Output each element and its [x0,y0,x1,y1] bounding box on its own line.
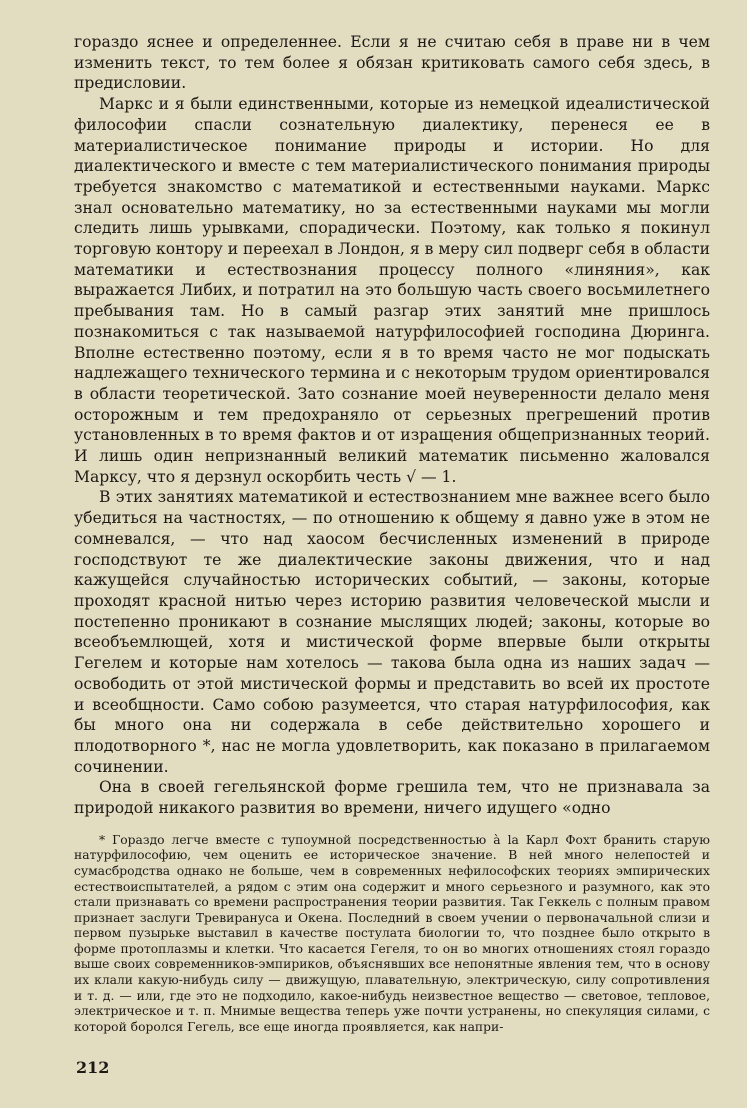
paragraph-continuation: гораздо яснее и определеннее. Если я не считаю себя в праве ни в чем изменить текст, то тем более я обязан критиковать самого себя здесь, в предисловии. [74,33,710,93]
paragraph: В этих занятиях математикой и естествознанием мне важнее всего было убедиться на частностях, — по отношению к общему я давно уже в этом не сомневался, — что над хаосом бесчисленных изменений в природе господствуют те же диалектические законы движения, что и над кажущейся случайностью исторических событий, — законы, которые проходят красной нитью через историю развития человеческой мысли и постепенно проникают в сознание мыслящих людей; законы, которые во всеобъемлющей, хотя и мистической форме впервые были открыты Гегелем и которые нам хотелось — такова была одна из наших задач — освободить от этой мистической формы и представить во всей их простоте и всеобщности. Само собою разумеется, что старая натурфилософия, как бы много она ни содержала в себе действительно хорошего и плодотворного *, нас не могла удовлетворить, как показано в прилагаемом сочинении. [74,488,710,776]
page-content [74,32,710,1035]
page-number: 212 [76,1058,110,1077]
footnote: * Гораздо легче вместе с тупоумной посредственностью à la Карл Фохт бранить старую натурфилософию, чем оценить ее историческое значение. В ней много нелепостей и сумасбродства однако не больше, чем в современных нефилософских теориях эмпирических естествоиспытателей, а рядом с этим она содержит и много серьезного и разумного, как это стали признавать со времени распространения теории развития. Так Геккель с полным правом признает заслуги Тревирануса и Окена. Последний в своем учении о первоначальной слизи и первом пузырьке выставил в качестве постулата биологии то, что позднее было открыто в форме протоплазмы и клетки. Что касается Гегеля, то он во многих отношениях стоял гораздо выше своих современников-эмпириков, объяснявших все непонятные явления тем, что в основу их клали какую-нибудь силу — движущую, плавательную, электрическую, силу сопротивления и т. д. — или, где это не подходило, какое-нибудь неизвестное вещество — световое, тепловое, электрическое и т. п. Мнимые вещества теперь уже почти устранены, но спекуляция силами, с которой боролся Гегель, все еще иногда проявляется, как напри- [74,832,710,1034]
paragraph: Маркс и я были единственными, которые из немецкой идеалистической философии спасли сознательную диалектику, перенеся ее в материалистическое понимание природы и истории. Но для диалектического и вместе с тем материалистического понимания природы требуется знакомство с математикой и естественными науками. Маркс знал основательно математику, но за естественными науками мы могли следить лишь урывками, спорадически. Поэтому, как только я покинул торговую контору и переехал в Лондон, я в меру сил подверг себя в области математики и естествознания процессу полного «линяния», как выражается Либих, и потратил на это большую часть своего восьмилетнего пребывания там. Но в самый разгар этих занятий мне пришлось познакомиться с так называемой натурфилософией господина Дюринга. Вполне естественно поэтому, если я в то время часто не мог подыскать надлежащего технического термина и с некоторым трудом ориентировался в области теоретической. Зато сознание моей неуверенности делало меня осторожным и тем предохраняло от серьезных прегрешений против установленных в то время фактов и от изращения общепризнанных теорий. И лишь один непризнанный великий математик письменно жаловался Марксу, что я дерзнул оскорбить честь √ — 1. [74,95,710,486]
main-text [74,32,710,819]
paragraph: Она в своей гегельянской форме грешила тем, что не признавала за природой никакого развития во времени, ничего идущего «одно [74,778,710,818]
